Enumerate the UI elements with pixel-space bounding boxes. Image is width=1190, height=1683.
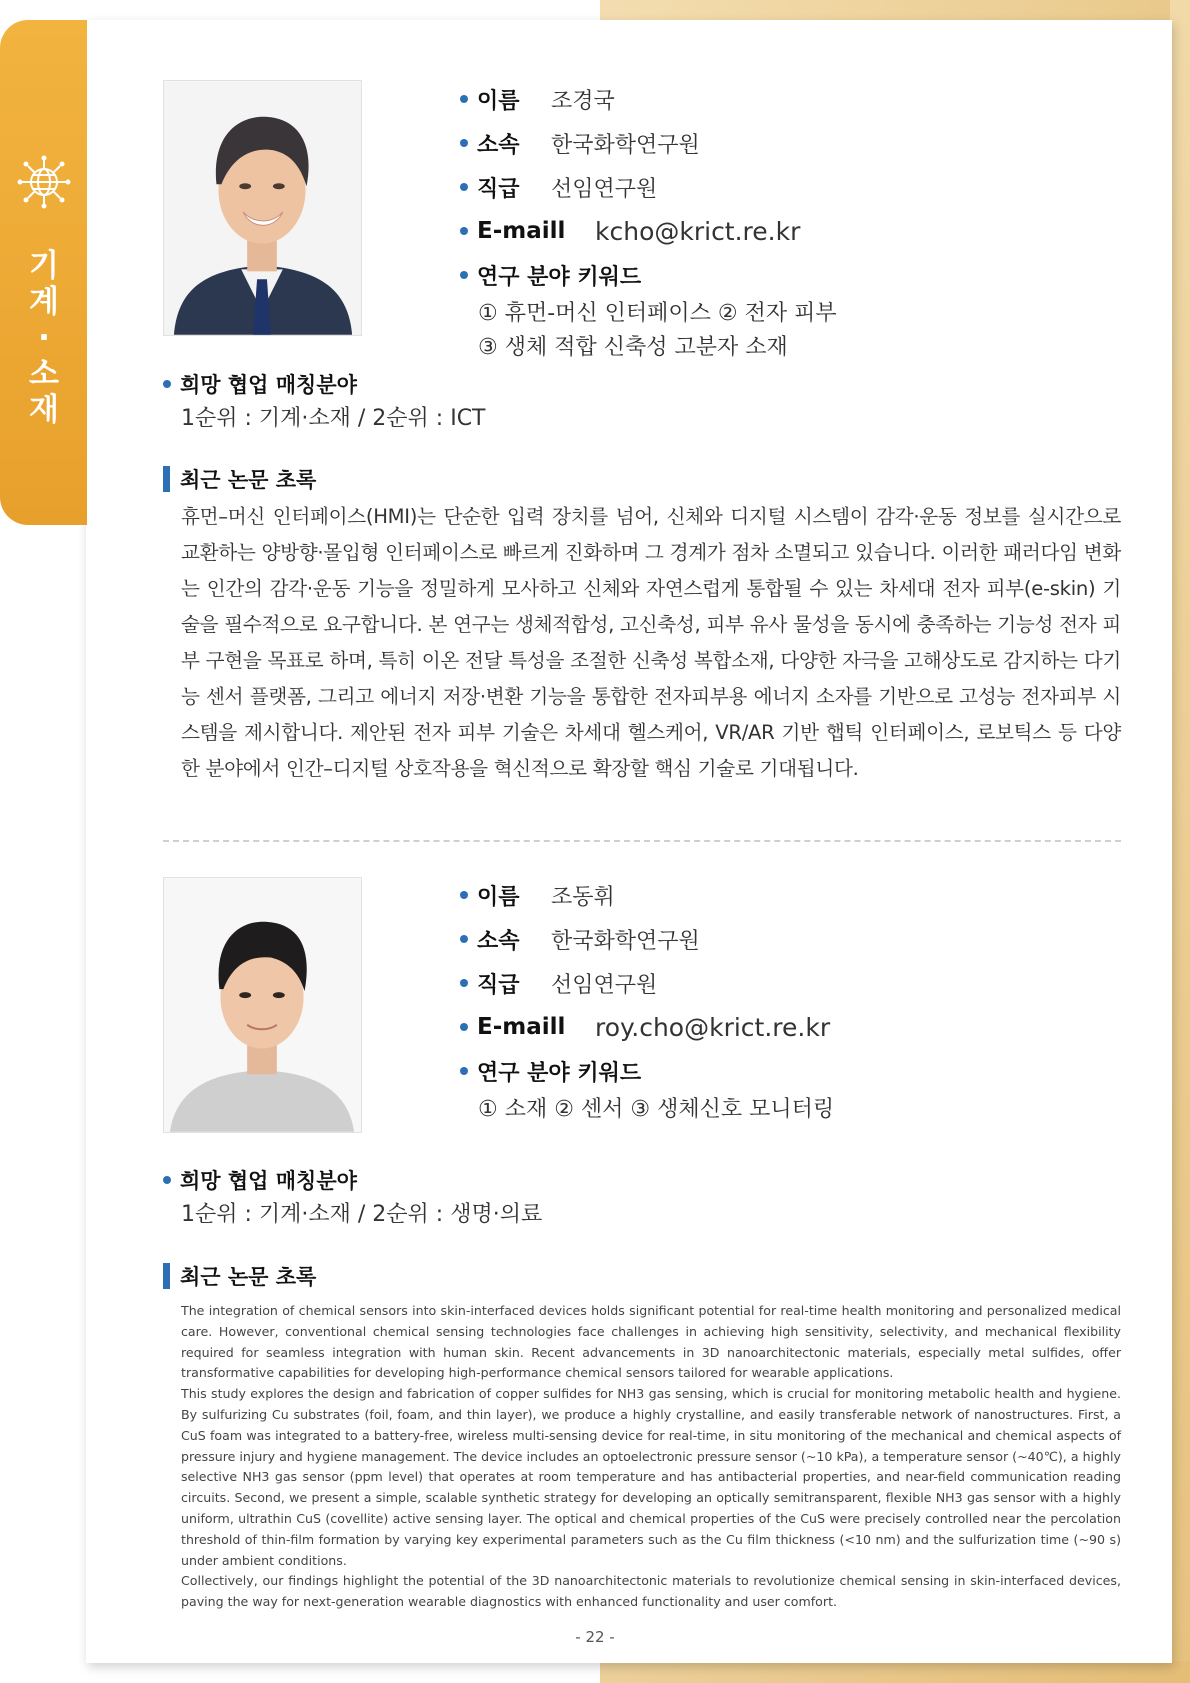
researcher2-info	[460, 873, 834, 1127]
email-label: E-maill	[477, 1014, 566, 1040]
abstract-paragraph: The integration of chemical sensors into skin-interfaced devices holds significant potential for real-time health monitoring and personalized medical care. However, conventional chemical sensing technologies face challenges in achieving high sensitivity, selectivity, and mechanical flexibility required for seamless integration with human skin. Recent advancements in 3D nanoarchitectonic materials, especially metal sulfides, offer transformative capabilities for developing high-performance chemical sensors tailored for wearable applications.	[181, 1303, 1121, 1381]
bullet-icon	[163, 380, 171, 388]
position-row	[460, 165, 837, 209]
affiliation-label: 소속	[477, 928, 520, 954]
affiliation-label: 소속	[477, 132, 520, 158]
email-row	[460, 209, 837, 253]
keywords-line: ③ 생체 적합 신축성 고분자 소재	[478, 335, 788, 360]
abstract-paragraph: Collectively, our findings highlight the potential of the 3D nanoarchitectonic materials to revolutionize chemical sensing in skin-interfaced devices, paving the way for next-generation wearable diagnostics with enhanced functionality and user comfort.	[181, 1573, 1121, 1610]
keywords-label: 연구 분야 키워드	[477, 264, 642, 290]
category-side-tab	[0, 20, 87, 525]
researcher1-info	[460, 77, 837, 365]
researcher1-abstract: 휴먼–머신 인터페이스(HMI)는 단순한 입력 장치를 넘어, 신체와 디지털 시스템이 감각·운동 정보를 실시간으로 교환하는 양방향·몰입형 인터페이스로 빠르게 진화하며 그 경계가 점차 소멸되고 있습니다. 이러한 패러다임 변화는 인간의 감각·운동 기능을 정밀하게 모사하고 신체와 자연스럽게 통합될 수 있는 차세대 전자 피부(e-skin) 기술을 필수적으로 요구합니다. 본 연구는 생체적합성, 고신축성, 피부 유사 물성을 동시에 충족하는 기능성 전자 피부 구현을 목표로 하며, 특히 이온 전달 특성을 조절한 신축성 복합소재, 다양한 자극을 고해상도로 감지하는 다기능 센서 플랫폼, 그리고 에너지 저장·변환 기능을 통합한 전자피부용 에너지 소자를 기반으로 고성능 전자피부 시스템을 제시합니다. 제안된 전자 피부 기술은 차세대 헬스케어, VR/AR 기반 햅틱 인터페이스, 로보틱스 등 다양한 분야에서 인간–디지털 상호작용을 혁신적으로 확장할 핵심 기술로 기대됩니다.	[181, 505, 1121, 780]
matching-label: 희망 협업 매칭분야	[180, 373, 357, 397]
keywords-line: ① 소재 ② 센서 ③ 생체신호 모니터링	[478, 1097, 835, 1122]
gold-band-right	[1170, 0, 1190, 1683]
affiliation-row	[460, 121, 837, 165]
email-label: E-maill	[477, 218, 566, 244]
bullet-icon	[460, 183, 468, 191]
bullet-icon	[460, 979, 468, 987]
matching-value: 1순위 : 기계·소재 / 2순위 : 생명·의료	[181, 1202, 543, 1227]
category-char: 재	[29, 392, 59, 428]
section-divider	[163, 840, 1121, 842]
position-row	[460, 961, 834, 1005]
researcher2-abstract	[181, 1301, 1121, 1613]
researcher2-portrait	[164, 878, 361, 1132]
email-value[interactable]: roy.cho@krict.re.kr	[595, 1012, 831, 1042]
researcher1-portrait	[164, 81, 361, 335]
bullet-icon	[460, 1067, 468, 1075]
gold-band-bottom	[600, 1661, 1190, 1683]
keywords-line: ① 휴먼-머신 인터페이스 ② 전자 피부	[478, 301, 837, 326]
position-label: 직급	[477, 176, 520, 202]
name-row	[460, 77, 837, 121]
abstract-label: 최근 논문 초록	[180, 468, 317, 492]
bullet-icon	[460, 139, 468, 147]
matching-heading	[163, 367, 486, 401]
name-value: 조동휘	[551, 884, 615, 910]
researcher1-matching	[163, 367, 486, 437]
bullet-icon	[460, 891, 468, 899]
affiliation-value: 한국화학연구원	[551, 132, 700, 158]
name-row	[460, 873, 834, 917]
affiliation-value: 한국화학연구원	[551, 928, 700, 954]
email-row	[460, 1005, 834, 1049]
bullet-icon	[460, 935, 468, 943]
bullet-icon	[460, 227, 468, 235]
abstract-paragraph: This study explores the design and fabrication of copper sulfides for NH3 gas sensing, which is crucial for monitoring metabolic health and hygiene. By sulfurizing Cu substrates (foil, foam, and thin layer), we produce a highly crystalline, and easily transferable network of nanostructures. First, a CuS foam was integrated to a battery-free, wireless multi-sensing device for real-time, in situ monitoring of the mechanical and chemical aspects of pressure injury and hygiene management. The device includes an optoelectronic pressure sensor (~10 kPa), a temperature sensor (~40℃), a highly selective NH3 gas sensor (ppm level) that operates at room temperature and has antibacterial properties, and near-field communication reading circuits. Second, we present a simple, scalable synthetic strategy for developing an optically semitransparent, flexible NH3 gas sensor with a highly uniform, ultrathin CuS (covellite) active sensing layer. The optical and chemical properties of the CuS were precisely controlled near the percolation threshold of thin-film formation by varying key experimental parameters such as the Cu film thickness (<10 nm) and the sulfurization time (~90 s) under ambient conditions.	[181, 1386, 1121, 1568]
category-label	[16, 248, 72, 428]
heading-bar	[163, 466, 170, 492]
bullet-icon	[460, 271, 468, 279]
bullet-icon	[460, 1023, 468, 1031]
category-char: 소	[29, 356, 59, 392]
affiliation-row	[460, 917, 834, 961]
researcher1-photo	[163, 80, 362, 336]
keywords-label: 연구 분야 키워드	[477, 1060, 642, 1086]
category-char: ·	[38, 320, 50, 356]
heading-bar	[163, 1263, 170, 1289]
researcher2-abstract-heading	[163, 1261, 316, 1291]
researcher2-photo	[163, 877, 362, 1133]
name-label: 이름	[477, 884, 520, 910]
category-char: 계	[29, 284, 59, 320]
globe-network-icon	[14, 152, 74, 212]
abstract-label: 최근 논문 초록	[180, 1265, 317, 1289]
keywords-row	[460, 253, 837, 297]
matching-value: 1순위 : 기계·소재 / 2순위 : ICT	[181, 406, 486, 431]
email-value[interactable]: kcho@krict.re.kr	[595, 216, 801, 246]
bullet-icon	[460, 95, 468, 103]
matching-label: 희망 협업 매칭분야	[180, 1169, 357, 1193]
researcher1-abstract-heading	[163, 464, 316, 494]
researcher2-matching	[163, 1163, 542, 1233]
bullet-icon	[163, 1176, 171, 1184]
position-value: 선임연구원	[551, 176, 658, 202]
category-char: 기	[29, 248, 59, 284]
name-label: 이름	[477, 88, 520, 114]
gold-band-top	[600, 0, 1190, 22]
name-value: 조경국	[551, 88, 615, 114]
keywords-row	[460, 1049, 834, 1093]
position-value: 선임연구원	[551, 972, 658, 998]
matching-heading	[163, 1163, 542, 1197]
page-number: - 22 -	[575, 1628, 615, 1646]
position-label: 직급	[477, 972, 520, 998]
